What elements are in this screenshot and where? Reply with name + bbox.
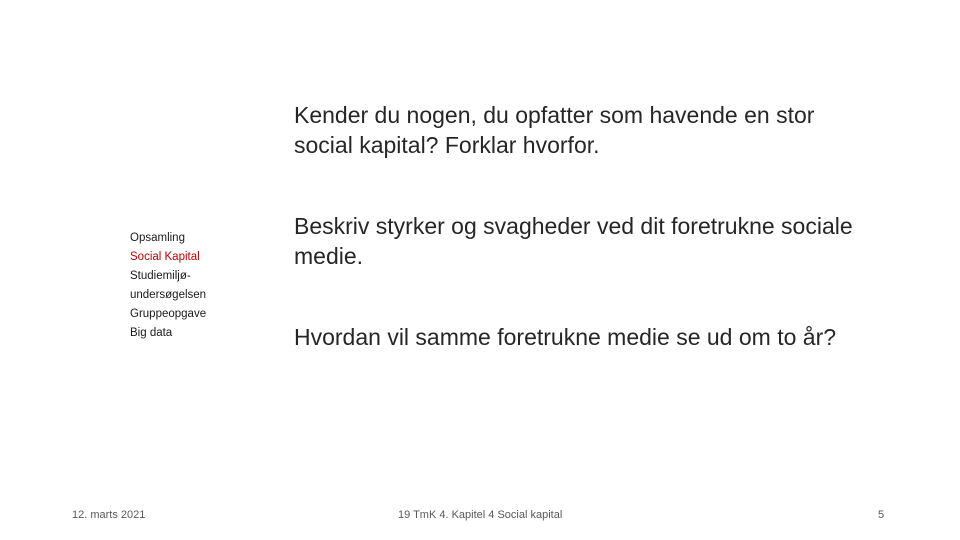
footer-title: 19 TmK 4. Kapitel 4 Social kapital: [398, 509, 563, 521]
agenda-item-social-kapital[interactable]: Social Kapital: [130, 251, 200, 263]
agenda-list: [130, 229, 240, 343]
page-number: 5: [878, 509, 885, 521]
agenda-item-opsamling[interactable]: Opsamling: [130, 232, 185, 244]
agenda-item-big-data[interactable]: Big data: [130, 327, 173, 339]
question-1: Kender du nogen, du opfatter som havende en stor social kapital? Forklar hvorfor.: [294, 102, 815, 158]
footer-date: 12. marts 2021: [72, 509, 146, 521]
agenda-item-gruppeopgave[interactable]: Gruppeopgave: [130, 308, 207, 320]
question-2: Beskriv styrker og svagheder ved dit foretrukne sociale medie.: [294, 213, 853, 269]
agenda-item-studiemiljoe[interactable]: Studiemiljø-undersøgelsen: [130, 270, 207, 301]
question-3: Hvordan vil samme foretrukne medie se ud om to år?: [294, 324, 837, 350]
